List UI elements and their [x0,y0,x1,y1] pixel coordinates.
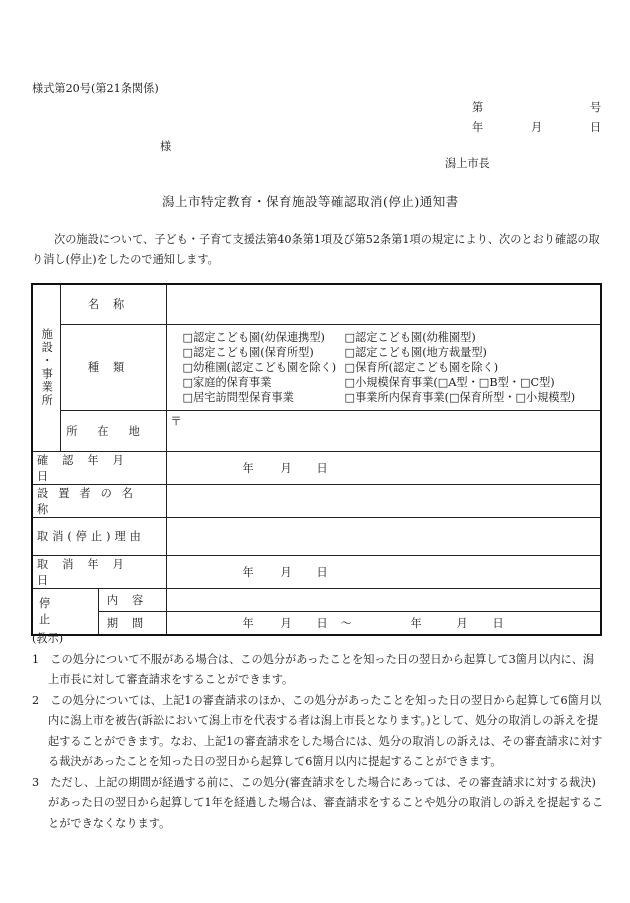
year-label: 年 [242,616,254,630]
intro-paragraph: 次の施設について、子ども・子育て支援法第40条第1項及び第52条第1項の規定により、次のとおり確認の取り消し(停止)をしたので通知します。 [32,233,600,266]
type-option[interactable]: □認定こども園(幼稚園型) [344,330,476,344]
type-option[interactable]: □認定こども園(保育所型) [182,345,314,359]
form-number: 様式第20号(第21条関係) [32,82,159,95]
year-label: 年 [410,616,422,630]
location-field[interactable] [166,410,601,451]
header-month: 月 [531,121,543,134]
type-option[interactable]: □認定こども園(地方裁量型) [344,345,487,359]
type-option[interactable]: □幼稚園(認定こども園を除く) [182,360,337,374]
confirm-date-field[interactable] [166,451,601,484]
type-option[interactable]: □保育所(認定こども園を除く) [344,360,499,374]
notes-section [32,629,604,834]
month-label: 月 [280,565,292,579]
header-day: 日 [590,121,602,134]
day-label: 日 [316,565,328,579]
addressee-suffix: 様 [160,140,172,153]
issuer: 潟上市長 [445,157,490,170]
confirm-date-label: 確認年月日 [32,451,166,484]
month-label: 月 [456,616,468,630]
type-option[interactable]: □小規模保育事業(□A型・□B型・□C型) [344,375,555,389]
facility-group-cell [32,284,60,451]
header-year: 年 [472,121,484,134]
month-label: 月 [280,461,292,475]
location-label: 所在地 [60,410,166,451]
reason-label: 取消(停止)理由 [32,517,166,555]
name-value-field[interactable] [166,284,601,324]
postal-mark: 〒 [170,414,182,428]
month-label: 月 [280,616,292,630]
number-label-left: 第 [472,101,484,114]
reason-field[interactable] [166,517,601,555]
type-option[interactable]: □居宅訪問型保育事業 [182,390,294,404]
facility-group-label: 施設・事業所 [40,328,54,408]
note-item: 1 この処分について不服がある場合は、この処分があったことを知った日の翌日から起算して3箇月以内に、潟上市長に対して審査請求をすることができます。 [32,652,595,686]
content-field[interactable] [166,588,601,611]
tilde: ～ [340,616,352,630]
content-label: 内容 [98,588,166,611]
period-label: 期間 [98,611,166,635]
name-label: 名称 [60,284,166,324]
founder-label: 設置者の名称 [32,484,166,517]
type-option[interactable]: □事業所内保育事業(□保育所型・□小規模型) [344,390,576,404]
cancel-date-field[interactable] [166,555,601,588]
type-option[interactable]: □認定こども園(幼保連携型) [182,330,325,344]
founder-field[interactable] [166,484,601,517]
note-item: 2 この処分については、上記1の審査請求のほか、この処分があったことを知った日の翌日から起算して6箇月以内に潟上市を被告(訴訟において潟上市を代表する者は潟上市長となります。)として、処分の取消しの訴えを提起することができます。なお、上記1の審査請求をした場合には、処分の取消しの訴えは、その審査請求に対する裁決があったことを知った日の翌日から起算して6箇月以内に提起することができます。 [32,693,603,768]
day-label: 日 [492,616,504,630]
year-label: 年 [242,565,254,579]
day-label: 日 [316,616,328,630]
type-option[interactable]: □家庭的保育事業 [182,375,272,389]
type-label: 種類 [60,324,166,410]
notice-table [31,283,602,636]
year-label: 年 [242,461,254,475]
day-label: 日 [316,461,328,475]
type-options [166,324,601,410]
document-title: 潟上市特定教育・保育施設等確認取消(停止)通知書 [162,194,459,209]
notes-heading: (教示) [32,632,64,645]
cancel-date-label: 取消年月日 [32,555,166,588]
note-item: 3 ただし、上記の期間が経過する前に、この処分(審査請求をした場合にあっては、その審査請求に対する裁決)があった日の翌日から起算して1年を経過した場合は、審査請求をすることや処分の取消しの訴えを提起することができなくなります。 [32,775,604,830]
suspend-label: 停止 [32,588,98,635]
number-label-right: 号 [590,101,602,114]
